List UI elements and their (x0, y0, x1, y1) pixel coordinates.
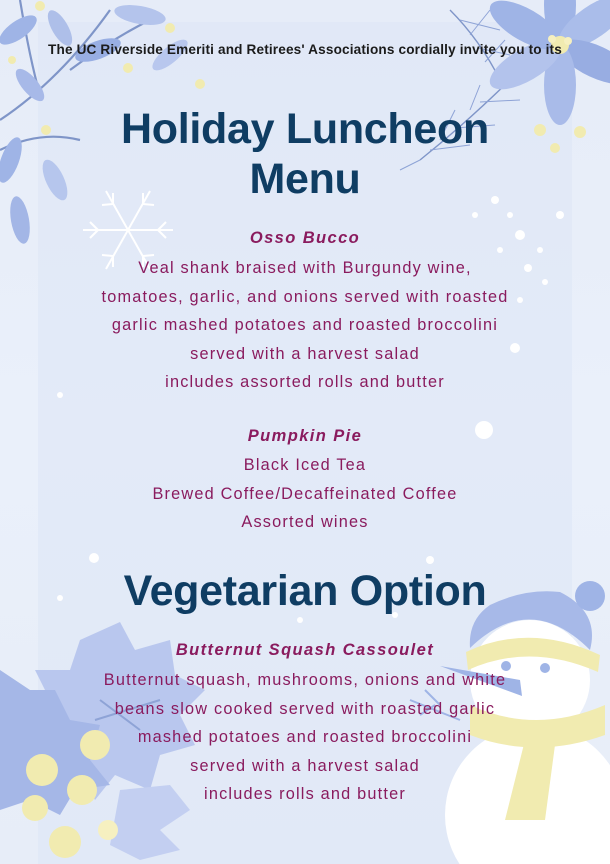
main-dish-line: includes assorted rolls and butter (165, 373, 445, 391)
beverage-line: Brewed Coffee/Decaffeinated Coffee (152, 484, 458, 503)
menu-title (0, 104, 610, 204)
main-dish-name: Osso Bucco (249, 229, 361, 247)
main-dish-description (0, 254, 610, 397)
dessert-name: Pumpkin Pie (247, 427, 363, 445)
beverage-line: Assorted wines (241, 513, 369, 531)
vegetarian-dish-line: Butternut squash, mushrooms, onions and white (103, 671, 507, 689)
vegetarian-heading: Vegetarian Option (123, 567, 487, 615)
main-dish-line: tomatoes, garlic, and onions served with roasted (101, 287, 509, 306)
menu-title-line-1: Holiday Luncheon (121, 105, 489, 153)
vegetarian-dish-description (0, 666, 610, 809)
main-dish-line: served with a harvest salad (190, 344, 420, 363)
vegetarian-dish-line: served with a harvest salad (190, 756, 420, 775)
menu-title-line-2: Menu (249, 155, 361, 203)
main-dish-line: garlic mashed potatoes and roasted broccolini (111, 316, 499, 334)
vegetarian-dish-line: beans slow cooked served with roasted garlic (114, 699, 496, 718)
invitation-text: The UC Riverside Emeriti and Retirees' Associations cordially invite you to its (48, 42, 562, 57)
dessert-beverage-list (0, 451, 610, 537)
vegetarian-dish-name: Butternut Squash Cassoulet (175, 641, 435, 659)
vegetarian-dish-line: includes rolls and butter (204, 785, 406, 803)
beverage-line: Black Iced Tea (243, 456, 367, 474)
vegetarian-dish-line: mashed potatoes and roasted broccolini (137, 728, 473, 746)
main-dish-line: Veal shank braised with Burgundy wine, (138, 259, 472, 277)
